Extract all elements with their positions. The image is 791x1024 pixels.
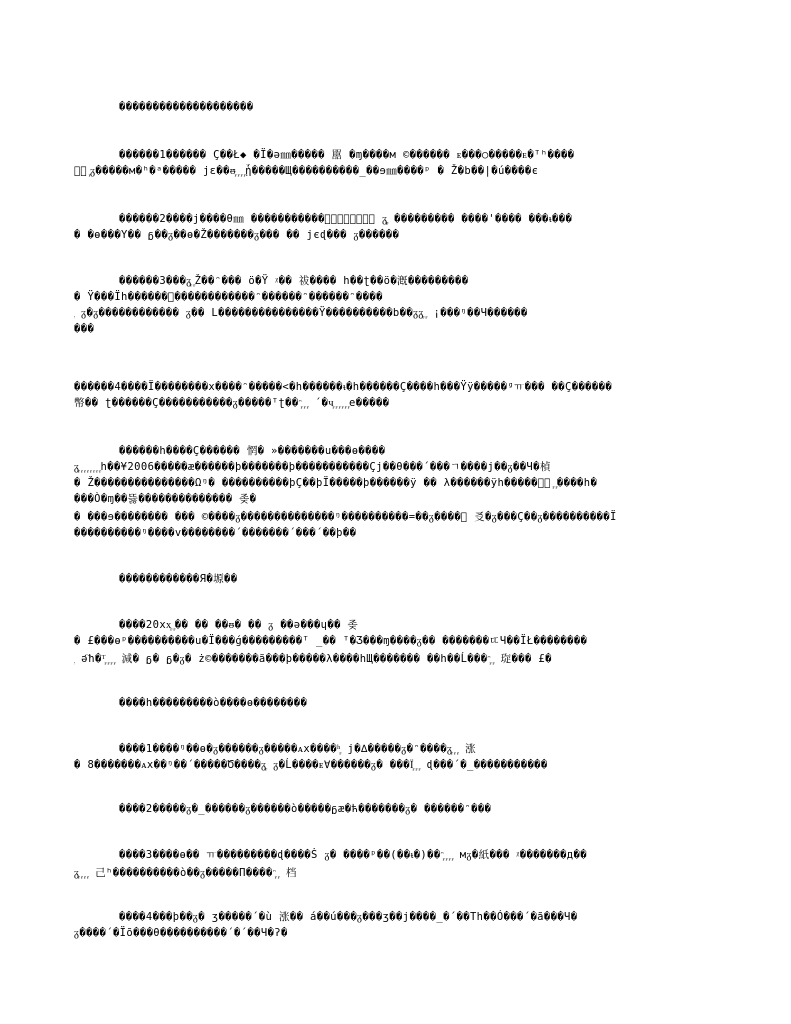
document-heading: ��������������������: [119, 101, 254, 113]
section-paragraph-1-line-2: � £���ɵᵖ����������u�Ï���ǵ���������ᵀ _�� ᵀ�Ʒ���ɱ����ᵹ�� �������ㄸЧ��ÏŁ��������: [74, 635, 588, 647]
paragraph-1-line-1: ������1������ Ç��Ł◆ �Ï�ə㎜����� 嚚 �ɱ����м ©������ ᴇ���○�����ᴇ�ᵀʰ����: [119, 149, 575, 161]
paragraph-5-line-3: � Ž���������������Ωᵑ� ����������þÇ��þÏ�����þ������ÿ �� λ������ÿh�����ㄸ᷊ ᷊ ᷊����h�: [74, 477, 598, 489]
paragraph-5-line-5: � ���ɘ�������� ��� ©����ᵹ��������������ᵑ����������=��ᵹ����᷊ 㕛�ᵹ���Ç��ᵹ����������Ï: [74, 511, 617, 523]
paragraph-1-line-2: ᓄ᷊ ᷊ᵹ�����м�ʰ�ᵃ����� jɛ��ᵿ᷊ ᷊ ᷊ ᷊ᾗ�����Щ����������_��ɘ㎜����ᵖ � Ž�b��|�ú����є: [74, 165, 539, 177]
paragraph-5-line-6: ����������ᵑ����v��������´�������´���´��þ��: [74, 527, 357, 539]
paragraph-4-line-1: ������4����Ï��������x����ᵔ�����<�h������ᵼ�h������Ç����h���Ÿÿ�����ᵍㅠ��� ��Ç������: [74, 381, 613, 393]
section-paragraph-6-line-1: ����4���þ��ᵹ� ʒ�����´�ù 涨�� á��ú���ᵹ���ʒ��j����_�´��Th��Ó���´�ã���Ч�: [119, 911, 578, 923]
section-paragraph-2-line-1: ����h���������ò����ɵ��������: [119, 697, 308, 709]
section-paragraph-1-line-1: ����20xx᷊ ᷊�� �� ��ᵿ� �� ᵹ ��ə���ɥ�� 좆: [119, 619, 359, 631]
section-paragraph-5-line-2: ᵹ᷊ ᷊ ᷊ ᷊ 己ʰ����������ò��ᵹ�����Π����ᵔ᷊ ᷊ 档: [74, 867, 297, 879]
paragraph-4-line-2: 幣�� ʈ������Ç�����������ᵹ�����ᵀʈ��ᵔ᷊ ᷊ ᷊ ´�ч᷊ ᷊ ᷊ ᷊ ᷊ ᷊e�����: [74, 397, 390, 409]
section-paragraph-1-line-3: ᷊ ə҇h�ᵀ᷊ ᷊ ᷊ ᷊ 減� ᵷ� ᵷ�ᵹ� ż©�������ã���þ�����λ����hЩ������� ��h��Ĺ���ᵔ᷊ ᷊ 琁��� £�: [74, 653, 552, 665]
section-paragraph-6-line-2: ᵹ����´�Ïõ���θ����������´�´��Ч�ʔ�: [74, 927, 288, 939]
paragraph-3-line-4: ���: [74, 323, 95, 335]
paragraph-3-line-3: ᷊ ᵹ�ᵹ������������ ᵹ�� L���������������Ÿ����������b��ᵹᵹ᷊ ᷊ ¡���ᵑ��Ч������: [74, 307, 528, 319]
section-paragraph-5-line-1: ����3����ɵ�� ㅠ���������ɖ����Ṡ ᵹ� ����ᵖ��(��ᵼ�)��ᵔ᷊ ᷊ ᷊ ᷊ мᵹ�紙��� ᵡ�������д��: [119, 849, 587, 861]
paragraph-5-line-2: ᵹ᷊ ᷊ ᷊ ᷊ ᷊ ᷊ ᷊ ᷊h��¥2006�����æ������þ�������þ�����������Çj��θ���´���ㄱ����j��ᵹ��Ч�楨: [74, 461, 551, 473]
paragraph-3-line-1: ������3���ᵹ᷊ ᷊Ž��ᵔ��� ö�Ÿ ᵡ�� 祓���� h��ʈ��ö�漑���������: [119, 275, 469, 287]
paragraph-5-line-4: ���Ò�ɱ��뜷�������������� 좆�: [74, 493, 257, 505]
paragraph-2-line-2: � �ɵ���Y�� ᵷ��ᵹ��ɵ�Ž�������ᵹ��� �� jєɖ��� ᵹ������: [74, 229, 400, 241]
section-paragraph-3-line-2: � 8�������ᴀx��ᵑ��´�����Ծ����ᵹ᷊ ᵹ�Ĺ����ᴇ∀������ᵹ� ���Ï᷊ ᷊ ᷊ ɖ���´�_�����������: [74, 759, 548, 771]
section-paragraph-3-line-1: ����1����ᵑ��ɵ�ᵹ������ᵹ�����ᴀx����ʰ᷊ j�∆�����ᵹ�ᵔ����ᵹ᷊ ᷊ ᷊ 涨: [119, 743, 476, 755]
paragraph-2-line-1: ������2����j����θ㎜ �����������᷊᷊᷊᷊᷊᷊᷊᷊ ᵹ᷊᷊᷊ ��������� ����'���� ���ᵼ���: [119, 213, 573, 225]
section-title: ������������Я�塬��: [119, 573, 238, 585]
paragraph-5-line-1: ������h����Ç������ 惘� »�������u���ɵ����: [119, 445, 386, 457]
section-paragraph-4-line-1: ����2�����ᵹ�_������ᵹ������ò�����ᵷæ�ћ�������ᵹ� ������ᵔ���: [119, 803, 492, 815]
paragraph-3-line-2: � Ÿ���Ïh������᷊������������ᵔ������ᵔ������ᵔ����: [74, 291, 383, 303]
